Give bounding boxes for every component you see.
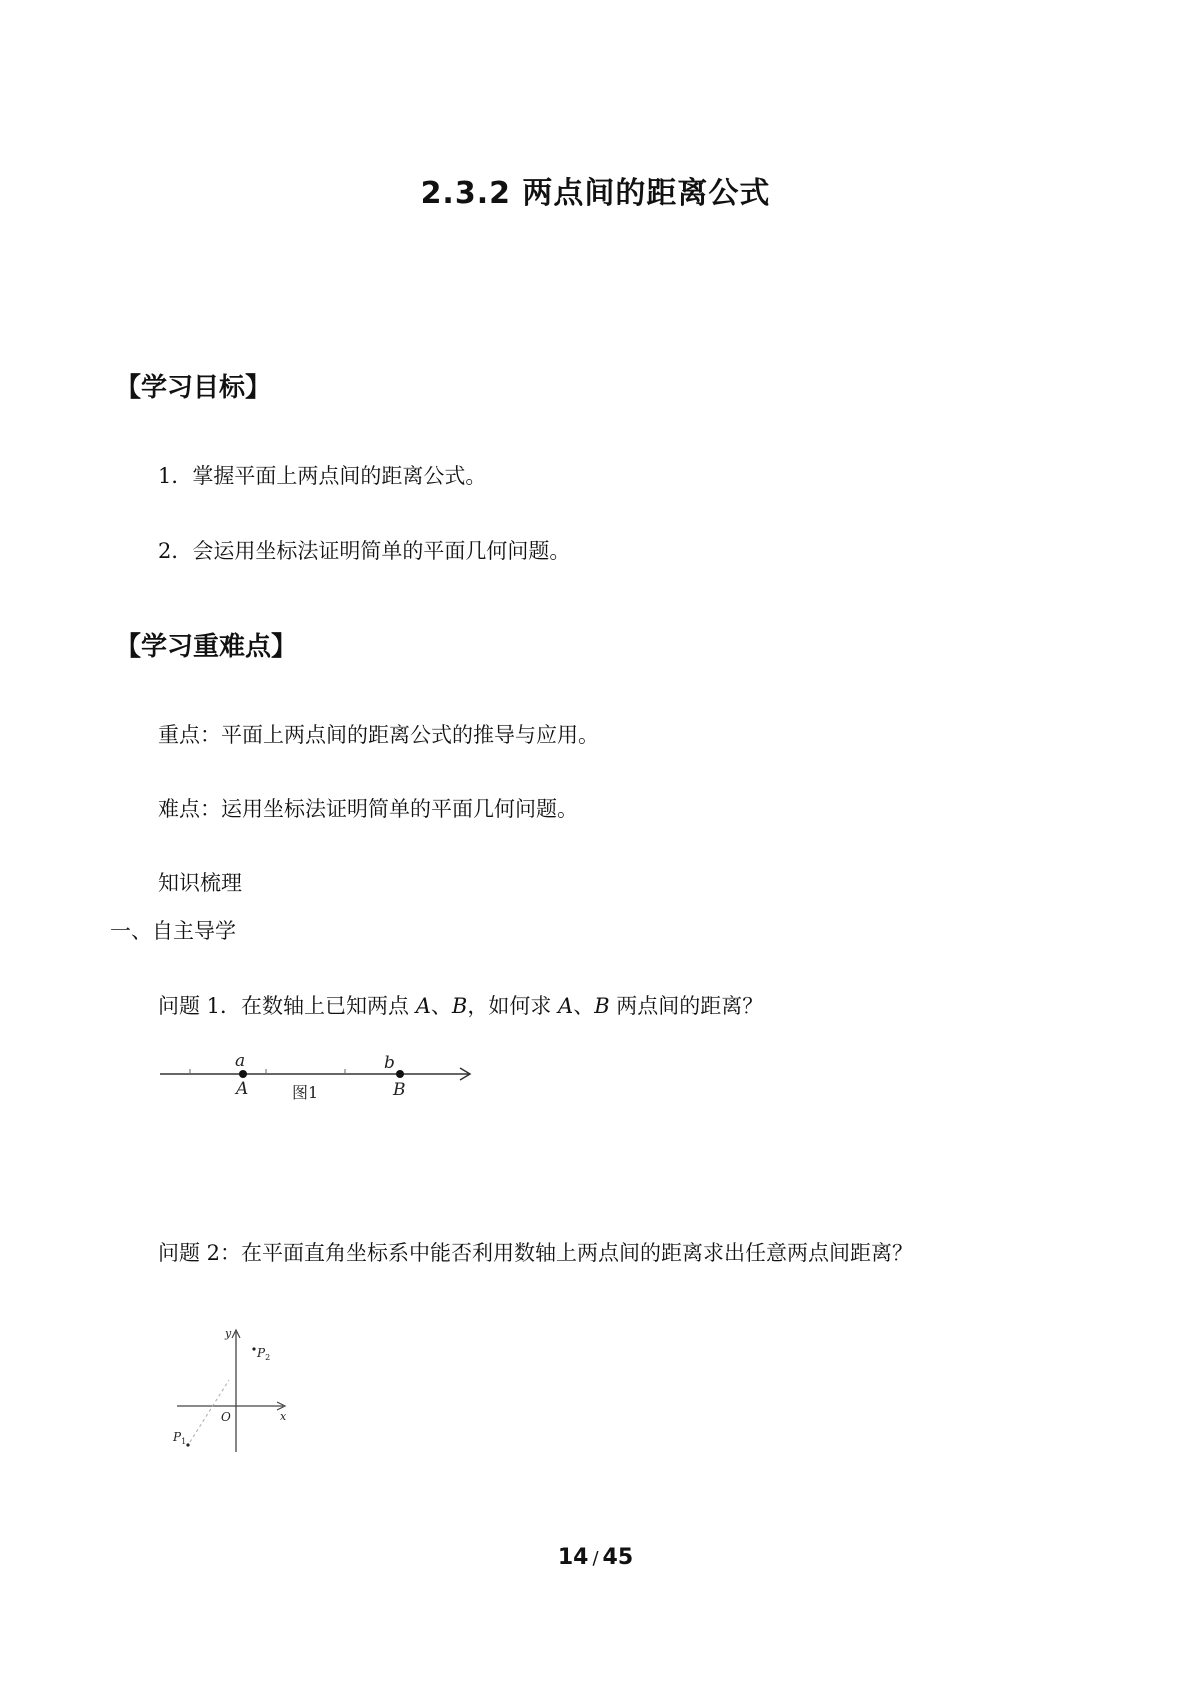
question-1-suffix: 两点间的距离？: [609, 994, 764, 1018]
question-1-mid: ，如何求: [467, 994, 559, 1018]
point-b-dot: [396, 1070, 404, 1078]
goal-item-1: 1．掌握平面上两点间的距离公式。: [158, 464, 487, 488]
self-study-heading: 一、自主导学: [110, 919, 236, 943]
figure-2-coordinate-plane: [165, 1320, 295, 1460]
point-p2-label: $P_2$: [257, 1346, 271, 1362]
figure-1-caption: 图1: [292, 1083, 319, 1102]
point-b2-label: B: [594, 994, 610, 1018]
point-p1-label: $P_1$: [173, 1430, 187, 1446]
learning-goals-heading: 【学习目标】: [115, 373, 272, 403]
y-axis-label: y: [225, 1327, 232, 1340]
difficult-point: 难点：运用坐标法证明简单的平面几何问题。: [158, 797, 578, 821]
point-b-label: B: [451, 994, 468, 1018]
page-number: [0, 1545, 1191, 1570]
point-a-label: A: [415, 994, 431, 1018]
question-1-sep1: 、: [430, 994, 452, 1018]
point-a-dot: [239, 1070, 247, 1078]
x-axis-label: x: [280, 1410, 287, 1423]
coord-b-label: b: [384, 1053, 395, 1073]
point-b-name: B: [393, 1080, 406, 1100]
point-p1-dot: [186, 1443, 189, 1446]
point-a2-label: A: [558, 994, 574, 1018]
page-title: 2.3.2 两点间的距离公式: [420, 176, 771, 211]
question-1-sep2: 、: [573, 994, 595, 1018]
figure-1-number-line: [150, 1050, 480, 1110]
question-1: [158, 990, 763, 1020]
knowledge-review: 知识梳理: [158, 871, 242, 895]
point-p2-dot: [252, 1347, 255, 1350]
total-pages: 45: [602, 1545, 634, 1570]
origin-label: O: [221, 1410, 231, 1424]
current-page: 14: [557, 1545, 589, 1570]
question-1-prefix: 问题 1．在数轴上已知两点: [158, 994, 416, 1018]
question-2: 问题 2：在平面直角坐标系中能否利用数轴上两点间的距离求出任意两点间距离？: [158, 1241, 914, 1265]
point-a-name: A: [236, 1079, 249, 1099]
goal-item-2: 2．会运用坐标法证明简单的平面几何问题。: [158, 539, 571, 563]
key-point: 重点：平面上两点间的距离公式的推导与应用。: [158, 723, 599, 747]
coord-a-label: a: [235, 1051, 246, 1071]
keypoints-heading: 【学习重难点】: [115, 632, 298, 662]
page-separator: /: [592, 1548, 599, 1569]
